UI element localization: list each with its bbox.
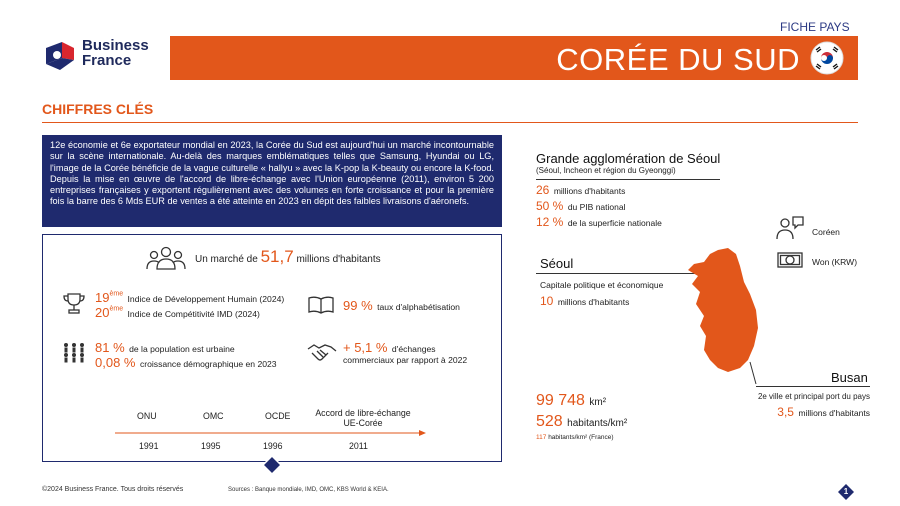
density-line <box>536 413 627 431</box>
brand-line2: France <box>82 52 132 69</box>
banknote-icon <box>777 252 803 268</box>
busan-pointer-line <box>750 362 756 384</box>
busan-underline <box>756 386 870 387</box>
footer-copyright: ©2024 Business France. Tous droits réservés <box>42 486 184 493</box>
timeline-org-onu: ONU <box>137 411 157 421</box>
population-suffix: millions d'habitants <box>296 254 381 265</box>
busan-title: Busan <box>831 370 868 385</box>
section-title: CHIFFRES CLÉS <box>42 101 154 117</box>
language-label: Coréen <box>812 227 840 237</box>
literacy-value: 99 % <box>343 298 373 313</box>
idh-label: Indice de Développement Humain (2024) <box>127 294 285 304</box>
city-population-icon <box>61 341 87 365</box>
seoul-area-underline <box>536 166 720 180</box>
busan-pop-line <box>777 403 870 421</box>
title-banner <box>170 36 858 80</box>
brand-name <box>82 38 149 68</box>
urban-value: 81 % <box>95 340 125 355</box>
trophy-icon <box>61 291 87 315</box>
brand-line1: Business <box>82 37 149 54</box>
population-prefix: Un marché de <box>195 254 258 265</box>
currency-label: Won (KRW) <box>812 257 858 267</box>
growth-value: 0,08 % <box>95 355 136 370</box>
trade-label-1: d'échanges <box>391 344 436 354</box>
density-france-value: 117 <box>536 434 547 441</box>
growth-label: croissance démographique en 2023 <box>139 359 277 369</box>
literacy-line <box>343 297 460 315</box>
idh-sup: ème <box>109 290 124 298</box>
density-france-line <box>536 434 614 441</box>
handshake-icon <box>307 341 337 363</box>
korea-shape <box>688 248 758 372</box>
seoul-pop-line <box>540 292 629 310</box>
area-gdp-value: 50 % <box>536 199 564 213</box>
trade-value: + 5,1 % <box>343 340 388 355</box>
seoul-pop-label: millions d'habitants <box>557 297 630 307</box>
growth-line <box>95 354 277 372</box>
timeline-org-ocde: OCDE <box>265 411 291 421</box>
timeline-year-ocde: 1996 <box>263 441 283 451</box>
busan-label: 2e ville et principal port du pays <box>757 392 870 401</box>
population-line <box>195 247 381 267</box>
section-divider <box>42 122 858 123</box>
footer-sources: Sources : Banque mondiale, IMD, OMC, KBS World & KEIA. <box>228 487 389 493</box>
area-surface-line <box>536 213 662 231</box>
stats-box <box>42 234 502 462</box>
timeline-arrow <box>115 428 427 438</box>
literacy-label: taux d'alphabétisation <box>377 302 460 312</box>
people-icon <box>145 245 187 271</box>
timeline-org-fta <box>313 408 413 428</box>
area-pop-value: 26 <box>536 183 550 197</box>
korea-map <box>670 232 780 392</box>
idh-rank: 19 <box>95 290 110 305</box>
surface-unit: km² <box>589 397 607 408</box>
population-value: 51,7 <box>260 247 294 266</box>
timeline-year-onu: 1991 <box>139 441 159 451</box>
timeline-year-omc: 1995 <box>201 441 221 451</box>
book-icon <box>307 295 335 315</box>
surface-line <box>536 392 606 410</box>
area-surface-value: 12 % <box>536 215 564 229</box>
country-title: CORÉE DU SUD <box>556 42 800 77</box>
intro-paragraph: 12e économie et 6e exportateur mondial en 2023, la Corée du Sud est aujourd'hui un marché incontournable sur la scène internationale. Au-delà des marques emblématiques telles que Samsung, Hyundai ou LG, l'image de la Corée bénéficie de la vague culturelle « hallyu » avec la K-pop la K-beauty ou encore la K-food. Depuis la mise en œuvre de l'accord de libre-échange avec l'Union européenne (2011), environ 5 200 entreprises françaises y exportent régulièrement avec des volumes en forte croissance et pour la première fois la barre des 6 Mds EUR de ventes a été atteinte en 2023 en dépit des faibles livraisons d'aéronefs. <box>42 135 502 227</box>
imd-line <box>95 304 260 322</box>
surface-value: 99 748 <box>536 392 585 409</box>
urban-label: de la population est urbaine <box>129 344 235 354</box>
seoul-area-subtitle: (Séoul, Incheon et région du Gyeonggi) <box>536 166 676 175</box>
imd-sup: ème <box>109 305 124 313</box>
busan-pop-value: 3,5 <box>777 405 794 419</box>
timeline-org-omc: OMC <box>203 411 224 421</box>
imd-label: Indice de Compétitivité IMD (2024) <box>127 309 260 319</box>
fiche-label: FICHE PAYS <box>780 20 850 34</box>
seoul-area-title: Grande agglomération de Séoul <box>536 151 721 166</box>
seoul-label: Capitale politique et économique <box>540 280 664 290</box>
area-gdp-label: du PIB national <box>567 202 626 212</box>
page-number: 1 <box>843 487 849 496</box>
timeline-org-fta-line2: UE-Corée <box>343 418 383 428</box>
trade-label-2: commerciaux par rapport à 2022 <box>343 355 468 365</box>
timeline-year-fta: 2011 <box>349 441 368 451</box>
density-value: 528 <box>536 413 563 430</box>
korea-flag-icon <box>810 41 844 75</box>
diamond-marker-icon <box>262 455 282 475</box>
seoul-pop-value: 10 <box>540 294 554 308</box>
timeline-org-fta-line1: Accord de libre-échange <box>315 408 411 418</box>
seoul-title: Séoul <box>540 256 574 271</box>
area-pop-label: millions d'habitants <box>553 186 626 196</box>
imd-rank: 20 <box>95 305 110 320</box>
density-france-label: habitants/km² (France) <box>548 434 614 441</box>
business-france-logo-icon <box>42 38 78 74</box>
busan-pop-label: millions d'habitants <box>798 408 870 418</box>
area-surface-label: de la superficie nationale <box>567 218 662 228</box>
density-unit: habitants/km² <box>567 418 628 429</box>
